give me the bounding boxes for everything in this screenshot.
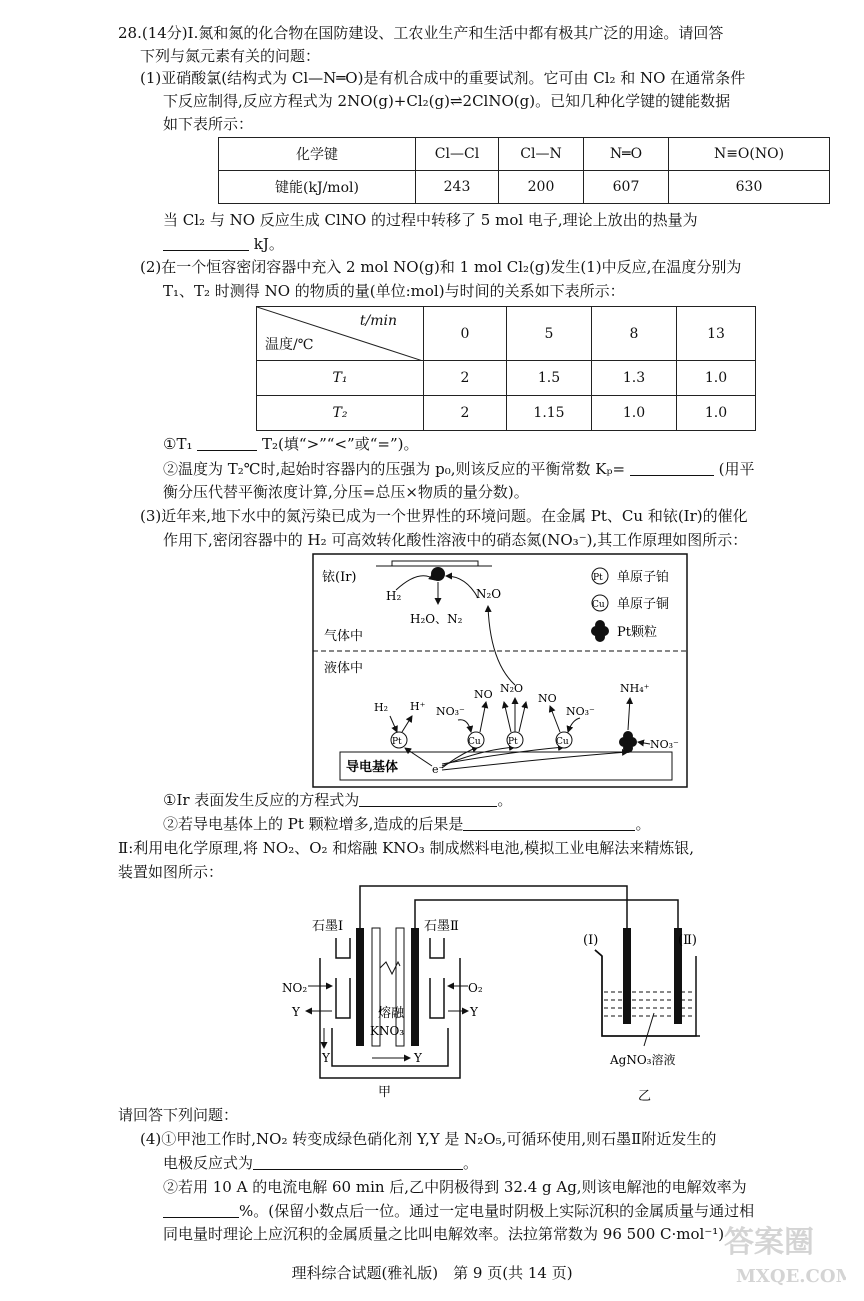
graphite-1-electrode (356, 928, 364, 1046)
svg-text:答案圈: 答案圈 (724, 1225, 814, 1260)
table-header: 5 (507, 307, 592, 361)
products-label: H₂O、N₂ (410, 612, 463, 626)
pt-particle-legend-icon (591, 620, 609, 642)
part4-line-5: 同电量时理论上应沉积的金属质量之比叫电解效率。法拉第常数为 96 500 C·mol⁻¹) (163, 1225, 725, 1243)
legend-cu-label: 单原子铜 (617, 597, 670, 612)
cu-symbol: Cu (468, 737, 481, 747)
table-cell: 1.0 (677, 396, 756, 431)
graphite-1-label: 石墨Ⅰ (312, 919, 344, 934)
no-label: NO (474, 688, 493, 701)
table-cell: 630 (669, 171, 830, 204)
table-cell: T₁ (257, 361, 424, 396)
corner-bottom-label: 温度/℃ (265, 337, 314, 353)
part1-line-3: 如下表所示： (163, 115, 254, 133)
electrode-i (623, 928, 631, 1024)
question-28-line-1: 28.(14分)Ⅰ.氮和氮的化合物在国防建设、工农业生产和生活中都有极其广泛的用途。请回答 (118, 24, 724, 42)
table-header: Cl—Cl (416, 138, 499, 171)
table-cell: 2 (424, 396, 507, 431)
part4-line-3: ②若用 10 A 的电流电解 60 min 后,乙中阴极得到 32.4 g Ag,则该电解池的电解效率为 (163, 1178, 747, 1196)
gas-label: 气体中 (324, 629, 364, 644)
part4-line-4 (163, 1200, 754, 1222)
answer-blank (359, 790, 497, 807)
legend-cu-symbol: Cu (592, 600, 605, 610)
svg-text:MXQE.COM: MXQE.COM (736, 1266, 846, 1287)
part3-sub1: ①Ir 表面发生反应的方程式为 。 (163, 791, 513, 809)
part2-line-2: T₁、T₂ 时测得 NO 的物质的量(单位:mol)与时间的关系如下表所示： (163, 282, 625, 300)
h2-liquid-label: H₂ (374, 701, 389, 714)
part1-line-1: (1)亚硝酸氯(结构式为 Cl—N═O)是有机合成中的重要试剂。它可由 Cl₂ 和 NO 在通常条件 (140, 69, 746, 87)
sub2-suffix: (用平 (718, 460, 755, 478)
cu-symbol: Cu (556, 737, 569, 747)
table-header: 8 (592, 307, 677, 361)
electron-label: e⁻ (432, 763, 445, 776)
table-cell: 607 (584, 171, 669, 204)
part2-sub2-line-2: 衡分压代替平衡浓度计算,分压=总压×物质的量分数)。 (163, 483, 529, 501)
kno3-label: KNO₃ (370, 1024, 405, 1038)
connecting-wire (360, 886, 627, 928)
table-row (219, 171, 830, 204)
part1-line-5 (163, 233, 284, 255)
part2-line-1: (2)在一个恒容密闭容器中充入 2 mol NO(g)和 1 mol Cl₂(g)发生(1)中反应,在温度分别为 (140, 258, 742, 276)
liquid-label: 液体中 (324, 661, 364, 676)
part3-line-1: (3)近年来,地下水中的氮污染已成为一个世界性的环境问题。在金属 Pt、Cu 和铱(Ir)的催化 (140, 507, 748, 525)
part3-sub2: ②若导电基体上的 Pt 颗粒增多,造成的后果是 。 (163, 815, 651, 833)
table-header: N═O (584, 138, 669, 171)
hplus-label: H⁺ (410, 700, 426, 713)
n2o-liquid-label: N₂O (500, 682, 524, 695)
table-row (257, 307, 756, 361)
no2-label: NO₂ (282, 981, 308, 995)
table-row (257, 361, 756, 396)
cell-yi (595, 950, 700, 1036)
table-header: 13 (677, 307, 756, 361)
part-ii-line-2: 装置如图所示： (118, 863, 224, 881)
part2-sub1 (163, 433, 418, 455)
table-row (219, 138, 830, 171)
sub-text: %。(保留小数点后一位。通过一定电量时阴极上实际沉积的金属质量与通过相 (239, 1202, 755, 1220)
no-amount-table (256, 306, 756, 431)
table-cell: 键能(kJ/mol) (219, 171, 416, 204)
base-label: 导电基体 (346, 760, 399, 775)
y-label: Y (322, 1051, 330, 1065)
part3-line-2: 作用下,密闭容器中的 H₂ 可高效转化酸性溶液中的硝态氮(NO₃⁻),其工作原理如图所示： (163, 531, 748, 549)
nh4-label: NH₄⁺ (620, 682, 650, 695)
table-cell: 1.15 (507, 396, 592, 431)
table-cell: 2 (424, 361, 507, 396)
n2o-label: N₂O (476, 587, 502, 601)
watermark-logo (716, 1218, 846, 1292)
corner-top-label: t/min (359, 313, 397, 329)
ask-line: 请回答下列问题： (118, 1106, 239, 1124)
table-cell: 1.3 (592, 361, 677, 396)
y-label: Y (414, 1051, 422, 1065)
o2-label: O₂ (468, 981, 483, 995)
table-cell: 243 (416, 171, 499, 204)
no3-label: NO₃⁻ (650, 738, 679, 751)
n2o-rise-arrow (488, 606, 515, 685)
no-label: NO (538, 692, 557, 705)
table-header: N≡O(NO) (669, 138, 830, 171)
electrode-i-label: (Ⅰ) (583, 933, 599, 948)
answer-blank (197, 434, 257, 451)
h2-label: H₂ (386, 589, 402, 603)
pt-symbol: Pt (508, 737, 518, 747)
answer-blank (163, 234, 249, 251)
part4-line-1: (4)①甲池工作时,NO₂ 转变成绿色硝化剂 Y,Y 是 N₂O₅,可循环使用,则石墨Ⅱ附近发生的 (140, 1130, 717, 1148)
no3-label: NO₃⁻ (436, 705, 465, 718)
legend-particle-label: Pt颗粒 (617, 625, 657, 640)
table-cell: 1.0 (592, 396, 677, 431)
graphite-2-electrode (411, 928, 419, 1046)
part2-sub2 (163, 458, 754, 480)
iridium-plate (392, 561, 478, 566)
agno3-label: AgNO₃溶液 (610, 1053, 676, 1067)
sub2-prefix: ②温度为 T₂℃时,起始时容器内的压强为 p₀,则该反应的平衡常数 Kₚ= (163, 460, 626, 478)
answer-blank (253, 1153, 463, 1170)
table-row (257, 396, 756, 431)
table-corner-cell (257, 307, 424, 361)
legend-pt-symbol: Pt (593, 573, 603, 583)
y-label: Y (292, 1005, 300, 1019)
fuel-cell-apparatus-diagram (260, 878, 700, 1104)
cell-yi-label: 乙 (638, 1089, 652, 1104)
cell-jia-label: 甲 (378, 1085, 392, 1100)
page-footer: 理科综合试题(雅礼版) 第 9 页(共 14 页) (291, 1264, 573, 1282)
electrode-ii-label: (Ⅱ) (678, 933, 697, 948)
part-ii-line-1: Ⅱ:利用电化学原理,将 NO₂、O₂ 和熔融 KNO₃ 制成燃料电池,模拟工业电解法来精炼银, (118, 839, 695, 857)
table-cell: 1.0 (677, 361, 756, 396)
part1-line-4: 当 Cl₂ 与 NO 反应生成 ClNO 的过程中转移了 5 mol 电子,理论上放出的热量为 (163, 211, 698, 229)
molten-label: 熔融 (378, 1006, 405, 1021)
pt-particle-icon (619, 731, 637, 753)
answer-blank (163, 1201, 239, 1218)
legend-pt-label: 单原子铂 (617, 570, 670, 585)
answer-blank (463, 814, 635, 831)
sub-prefix: 电极反应式为 (163, 1154, 254, 1172)
unit-text: kJ。 (253, 235, 284, 253)
sub1-suffix: T₂(填“>”“<”或“=”)。 (262, 435, 419, 453)
y-label: Y (470, 1005, 478, 1019)
table-header: 0 (424, 307, 507, 361)
table-cell: 1.5 (507, 361, 592, 396)
table-header: Cl—N (499, 138, 584, 171)
answer-blank (630, 459, 714, 476)
nitrate-reduction-diagram (310, 552, 690, 792)
table-cell: 200 (499, 171, 584, 204)
graphite-2-label: 石墨Ⅱ (424, 919, 459, 934)
pt-symbol: Pt (392, 737, 402, 747)
ir-label: 铱(Ir) (322, 570, 357, 585)
table-header: 化学键 (219, 138, 416, 171)
bond-energy-table (218, 137, 830, 204)
table-cell: T₂ (257, 396, 424, 431)
no3-label: NO₃⁻ (566, 705, 595, 718)
sub-prefix: ①Ir 表面发生反应的方程式为 (163, 791, 360, 809)
part4-line-2: 电极反应式为 。 (163, 1154, 479, 1172)
part1-line-2: 下反应制得,反应方程式为 2NO(g)+Cl₂(g)⇌2ClNO(g)。已知几种化学键的键能数据 (163, 92, 731, 110)
question-28-line-2: 下列与氮元素有关的问题： (140, 47, 321, 65)
sub1-prefix: ①T₁ (163, 435, 193, 453)
sub-prefix: ②若导电基体上的 Pt 颗粒增多,造成的后果是 (163, 815, 464, 833)
